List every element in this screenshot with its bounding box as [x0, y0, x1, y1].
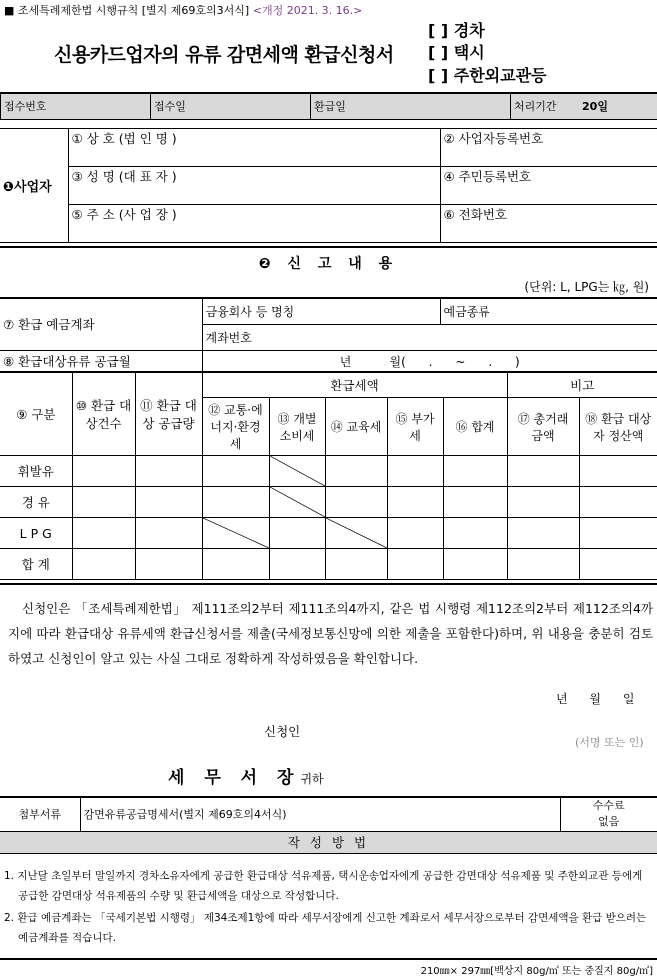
- statement-text: 신청인은 「조세특례제한법」 제111조의2부터 제111조의4까지, 같은 법 시행령 제112조의2부터 제112조의4까지에 따라 환급대상 유류세액 환급신청서를 제출(국세정보통신망에 의한 제출을 포함한다)하며, 위 내용을 충분히 검토하였고 신청인이 알고 있는 사실 그대로 정확하게 작성하였음을 확인합니다.: [8, 601, 653, 666]
- group-refund-tax: 환급세액: [202, 372, 507, 398]
- supply-month-field[interactable]: 년 월( . ~ . ): [202, 350, 657, 372]
- col-vat: ⑮ 부가세: [387, 398, 443, 456]
- cell[interactable]: [325, 487, 387, 518]
- processing-period: 처리기간 20일: [511, 93, 657, 119]
- col-excise-tax: ⑬ 개별 소비세: [269, 398, 325, 456]
- unit-note: (단위: L, LPG는 ㎏, 원): [524, 280, 649, 294]
- col-qty: ⑪ 환급 대상 공급량: [135, 372, 202, 456]
- account-table: [0, 297, 657, 373]
- cell[interactable]: [202, 549, 269, 580]
- signature-hint[interactable]: (서명 또는 인): [575, 736, 644, 749]
- refund-grid: [0, 371, 657, 580]
- col-traffic-tax: ⑫ 교통·에너지·환경세: [202, 398, 269, 456]
- cell[interactable]: [443, 456, 507, 487]
- section-divider: [0, 583, 657, 585]
- cell[interactable]: [443, 487, 507, 518]
- cell-excise-disabled: [269, 487, 325, 518]
- instruction-item: 1. 지난달 초일부터 말일까지 경차소유자에게 공급한 환급대상 석유제품, 택시운송업자에게 공급한 감면대상 석유제품 및 주한외교관 등에게 공급한 감면대상 석유제품의 수량 및 환급세액을 대상으로 작성합니다.: [4, 870, 643, 902]
- account-type-field[interactable]: 예금종류: [440, 298, 657, 324]
- cell[interactable]: [507, 456, 579, 487]
- cell[interactable]: [72, 549, 135, 580]
- cell[interactable]: [135, 518, 202, 549]
- section-divider: [0, 246, 657, 248]
- attachments-label: 첨부서류: [0, 797, 80, 831]
- receipt-table: [0, 92, 657, 120]
- row-gasoline: 휘발유: [0, 456, 72, 487]
- applicant-signature-label: 신청인: [264, 724, 301, 739]
- cell[interactable]: [135, 456, 202, 487]
- cell[interactable]: [72, 518, 135, 549]
- method-title: 작 성 방 법: [0, 831, 657, 853]
- col-total-transaction: ⑰ 총거래 금액: [507, 398, 579, 456]
- cell[interactable]: [202, 456, 269, 487]
- cell[interactable]: [269, 518, 325, 549]
- phone-field[interactable]: ⑥ 전화번호: [440, 205, 657, 243]
- paper-spec: 210㎜× 297㎜[백상지 80g/㎡ 또는 중질지 80g/㎡]: [420, 966, 653, 977]
- cell-excise-disabled: [269, 456, 325, 487]
- cell[interactable]: [579, 518, 657, 549]
- receipt-date: 접수일: [151, 93, 311, 119]
- receipt-no: 접수번호: [1, 93, 151, 119]
- resident-no-field[interactable]: ④ 주민등록번호: [440, 167, 657, 205]
- form-header: [4, 2, 362, 18]
- cell[interactable]: [269, 549, 325, 580]
- cell[interactable]: [387, 487, 443, 518]
- cell[interactable]: [325, 549, 387, 580]
- cell-traffic-disabled: [202, 518, 269, 549]
- cell[interactable]: [387, 549, 443, 580]
- col-type: ⑨ 구분: [0, 372, 72, 456]
- cell[interactable]: [507, 487, 579, 518]
- cell[interactable]: [443, 518, 507, 549]
- cell[interactable]: [579, 549, 657, 580]
- cell[interactable]: [325, 456, 387, 487]
- applicant-table: [0, 128, 657, 243]
- group-note: 비고: [507, 372, 657, 398]
- col-count: ⑩ 환급 대상건수: [72, 372, 135, 456]
- account-no-field[interactable]: 계좌번호: [202, 324, 657, 350]
- attachments-value: 감면유류공급명세서(별지 제69호의4서식): [80, 797, 560, 831]
- col-settlement: ⑱ 환급 대상자 정산액: [579, 398, 657, 456]
- company-name-field[interactable]: ① 상 호 (법 인 명 ): [68, 129, 440, 167]
- refund-account-label: ⑦ 환급 예금계좌: [0, 298, 202, 350]
- revision-date: <개정 2021. 3. 16.>: [252, 4, 363, 17]
- cell[interactable]: [507, 549, 579, 580]
- address-field[interactable]: ⑤ 주 소 (사 업 장 ): [68, 205, 440, 243]
- bank-name-field[interactable]: 금융회사 등 명칭: [202, 298, 440, 324]
- cell[interactable]: [387, 518, 443, 549]
- cell-edu-disabled: [325, 518, 387, 549]
- fee: 수수료 없음: [560, 797, 657, 831]
- cell[interactable]: [387, 456, 443, 487]
- cell[interactable]: [135, 549, 202, 580]
- row-total: 합 계: [0, 549, 72, 580]
- form-title: 신용카드업자의 유류 감면세액 환급신청서: [54, 44, 394, 66]
- business-reg-no-field[interactable]: ② 사업자등록번호: [440, 129, 657, 167]
- date-line: 년 월 일: [556, 692, 635, 706]
- cell[interactable]: [72, 456, 135, 487]
- option-taxi[interactable]: [ ] 택시: [428, 43, 485, 62]
- cell[interactable]: [72, 487, 135, 518]
- tax-office-addressee: 세 무 서 장귀하: [168, 768, 324, 788]
- option-diplomat[interactable]: [ ] 주한외교관등: [428, 66, 547, 85]
- col-edu-tax: ⑭ 교육세: [325, 398, 387, 456]
- cell[interactable]: [202, 487, 269, 518]
- applicant-label: ❶사업자: [0, 129, 68, 243]
- supply-month-label: ⑧ 환급대상유류 공급월: [0, 350, 202, 372]
- rule-reference: ■ 조세특례제한법 시행규칙 [별지 제69호의3서식]: [4, 4, 250, 17]
- report-title: ❷ 신 고 내 용: [258, 256, 399, 272]
- cell[interactable]: [135, 487, 202, 518]
- row-diesel: 경 유: [0, 487, 72, 518]
- cell[interactable]: [579, 456, 657, 487]
- attachments-table: [0, 796, 657, 854]
- instructions: [4, 866, 653, 950]
- instruction-item: 2. 환급 예금계좌는 「국세기본법 시행령」 제34조제1항에 따라 세무서장에게 신고한 계좌로서 세무서장으로부터 감면세액을 환급 받으려는 예금계좌를 적습니다.: [4, 912, 647, 944]
- representative-field[interactable]: ③ 성 명 (대 표 자 ): [68, 167, 440, 205]
- row-lpg: L P G: [0, 518, 72, 549]
- footer-rule: [0, 958, 657, 960]
- col-sum: ⑯ 합계: [443, 398, 507, 456]
- refund-date: 환급일: [311, 93, 511, 119]
- cell[interactable]: [507, 518, 579, 549]
- cell[interactable]: [579, 487, 657, 518]
- cell[interactable]: [443, 549, 507, 580]
- option-compact-car[interactable]: [ ] 경차: [428, 21, 485, 40]
